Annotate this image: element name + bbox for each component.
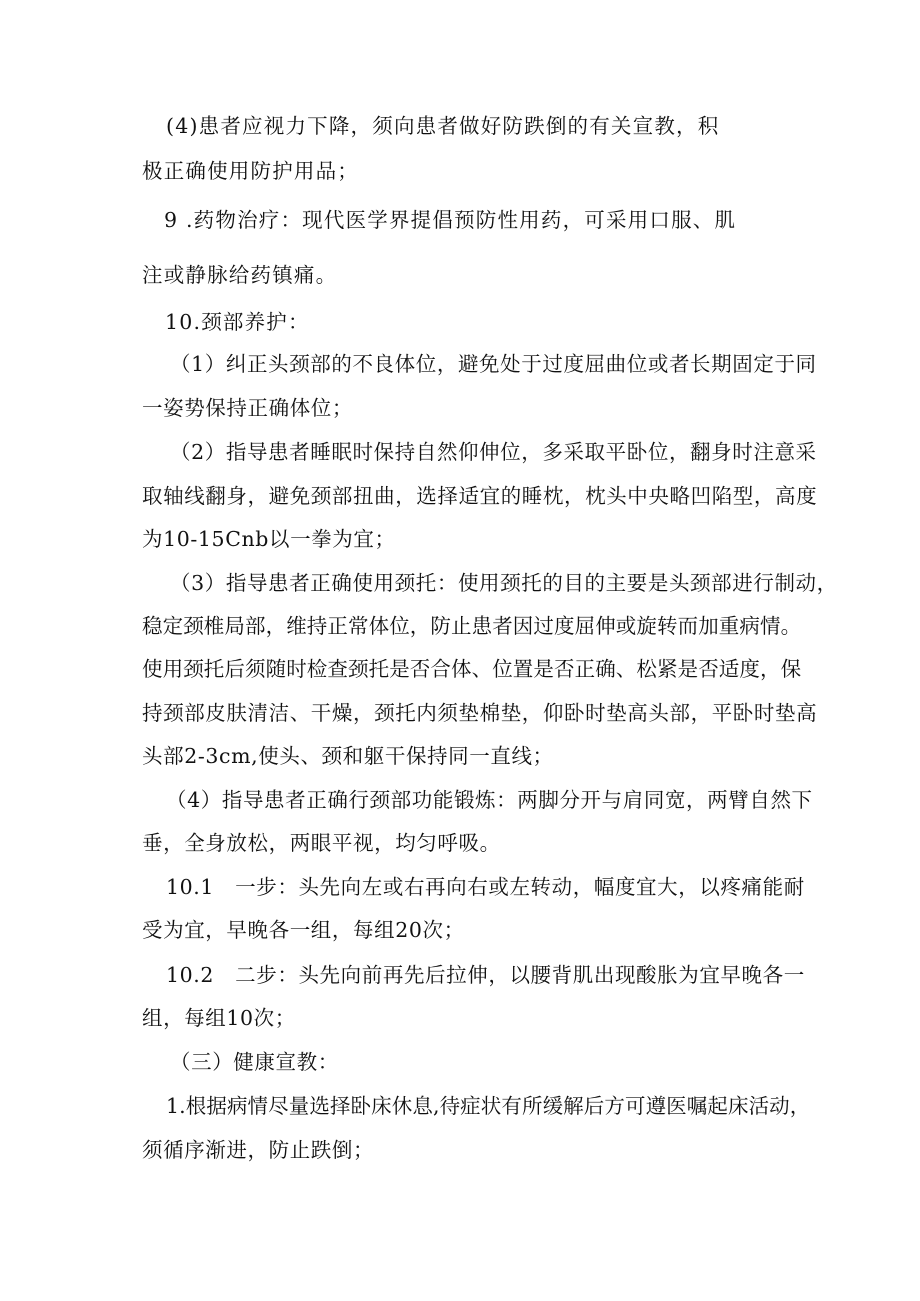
section-heading: 10.颈部养护： xyxy=(165,310,310,334)
paragraph-line: 使用颈托后须随时检查颈托是否合体、位置是否正确、松紧是否适度，保 xyxy=(142,657,802,681)
paragraph-line: 取轴线翻身，避免颈部扭曲，选择适宜的睡枕，枕头中央略凹陷型，高度 xyxy=(142,484,818,508)
paragraph-line: （2）指导患者睡眠时保持自然仰伸位，多采取平卧位，翻身时注意采 xyxy=(170,440,817,464)
paragraph-line: 1.根据病情尽量选择卧床休息,待症状有所缓解后方可遵医嘱起床活动， xyxy=(166,1094,811,1118)
paragraph-line: 须循序渐进，防止跌倒； xyxy=(142,1138,375,1162)
paragraph-line: （1）纠正头颈部的不良体位，避免处于过度屈曲位或者长期固定于同 xyxy=(170,352,817,376)
section-heading: （三）健康宣教： xyxy=(170,1050,339,1074)
paragraph-line: 垂，全身放松，两眼平视，均匀呼吸。 xyxy=(142,831,501,855)
paragraph-line: 9 .药物治疗：现代医学界提倡预防性用药，可采用口服、肌 xyxy=(164,208,737,232)
paragraph-line: 稳定颈椎局部，维持正常体位，防止患者因过度屈伸或旋转而加重病情。 xyxy=(142,614,802,638)
paragraph-line: 头部2-3cm,使头、颈和躯干保持同一直线； xyxy=(142,744,554,768)
paragraph-line: 10.2 二步：头先向前再先后拉伸，以腰背肌出现酸胀为宜早晚各一 xyxy=(166,963,805,987)
paragraph-line: （3）指导患者正确使用颈托：使用颈托的目的主要是头颈部进行制动， xyxy=(170,571,838,595)
paragraph-line: 为10-15Cnb以一拳为宜； xyxy=(142,527,396,551)
paragraph-line: 受为宜，早晚各一组，每组20次； xyxy=(142,918,465,942)
paragraph-line: 持颈部皮肤清洁、干燥，颈托内须垫棉垫，仰卧时垫高头部，平卧时垫高 xyxy=(142,701,818,725)
paragraph-line: （4）指导患者正确行颈部功能锻炼：两脚分开与肩同宽，两臂自然下 xyxy=(166,788,813,812)
paragraph-line: (4)患者应视力下降，须向患者做好防跌倒的有关宣教，积 xyxy=(166,114,720,138)
paragraph-line: 组，每组10次； xyxy=(142,1006,296,1030)
paragraph-line: 注或静脉给药镇痛。 xyxy=(142,263,338,287)
paragraph-line: 10.1 一步：头先向左或右再向右或左转动，幅度宜大，以疼痛能耐 xyxy=(166,875,805,899)
paragraph-line: 一姿势保持正确体位； xyxy=(142,396,353,420)
paragraph-line: 极正确使用防护用品； xyxy=(142,159,359,183)
